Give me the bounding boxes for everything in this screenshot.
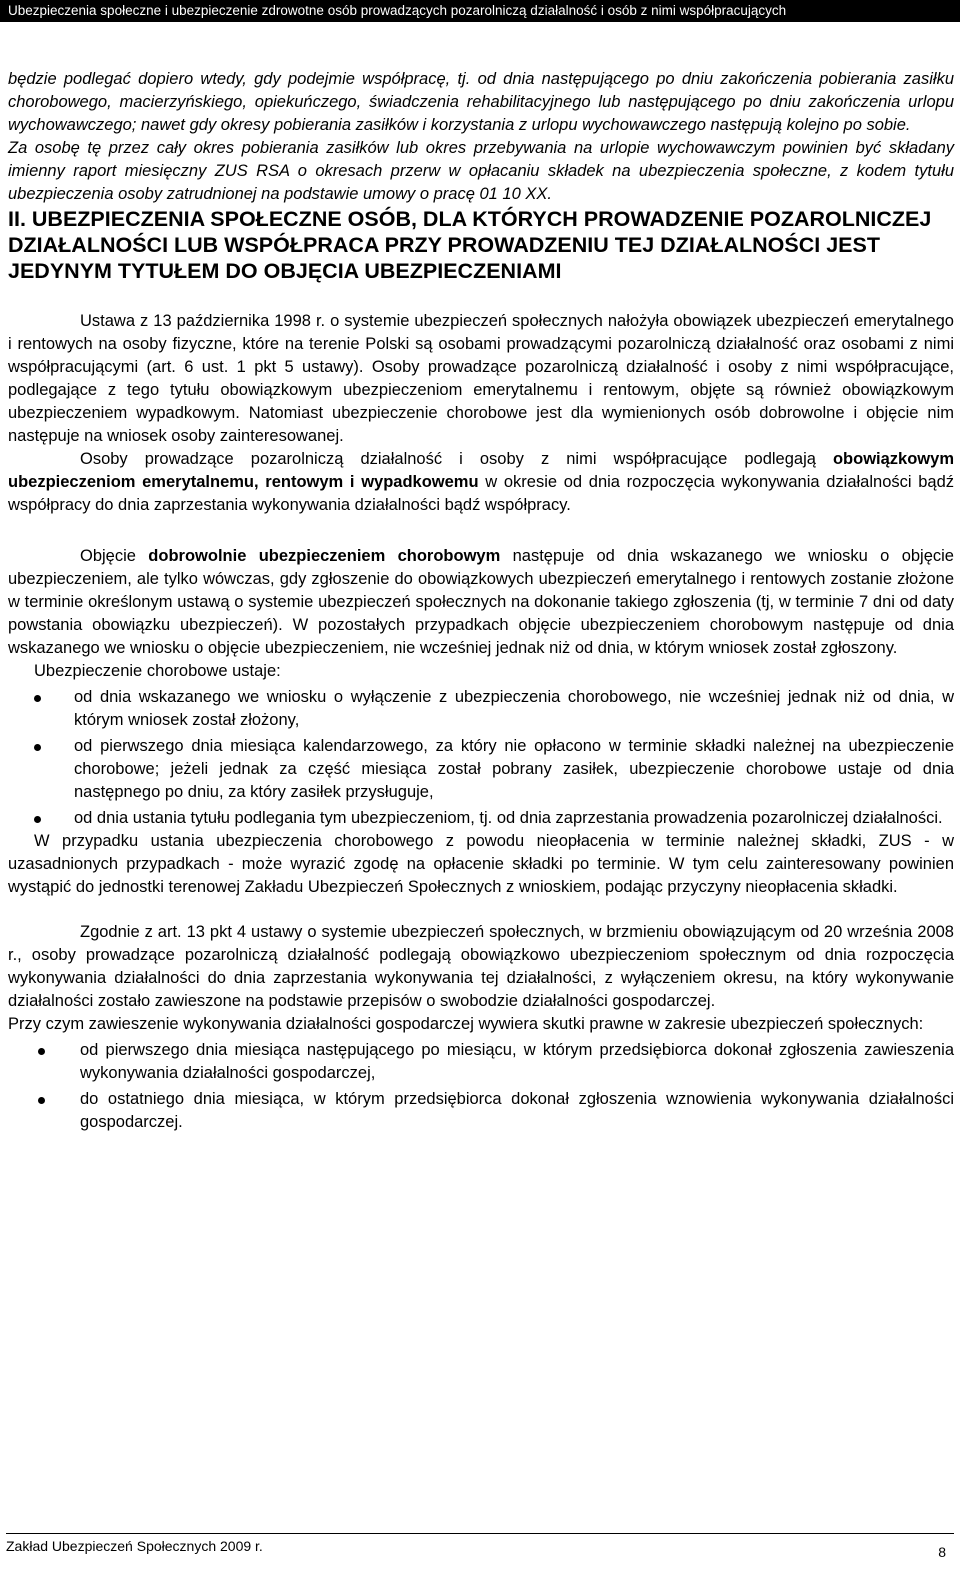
list-item: od pierwszego dnia miesiąca kalendarzowego, za który nie opłacono w terminie składki należnej na ubezpieczenie chorobowe; jeżeli jednak za część miesiąca został pobrany zasiłek, ubezpieczenie chorobowe ustaje od dnia następnego po dniu, za który zasiłek przysługuje,	[8, 735, 954, 804]
suspension-list	[8, 1039, 954, 1134]
paragraph-act-intro: Ustawa z 13 października 1998 r. o systemie ubezpieczeń społecznych nałożyła obowiązek ubezpieczeń emerytalnego i rentowych na osoby fizyczne, które na terenie Polski są osobami prowadzącymi pozarolniczą działalność oraz osobami z nimi współpracującymi (art. 6 ust. 1 pkt 5 ustawy). Osoby prowadzące pozarolniczą działalność i osoby z nimi współpracujące, podlegające z tego tytułu obowiązkowym ubezpieczeniom emerytalnemu i rentowym, objęte są również obowiązkowym ubezpieczeniem wypadkowym. Natomiast ubezpieczenie chorobowe jest dla wymienionych osób dobrowolne i objęcie nim następuje na wniosek osoby zainteresowanej.	[8, 312, 954, 445]
list-item: do ostatniego dnia miesiąca, w którym przedsiębiorca dokonał zgłoszenia wznowienia wykonywania działalności gospodarczej.	[8, 1088, 954, 1134]
paragraph-sickness-ends: Ubezpieczenie chorobowe ustaje:	[34, 662, 281, 680]
bullet-icon	[34, 816, 41, 823]
intro-block	[8, 68, 954, 206]
bullet-icon	[38, 1097, 45, 1104]
running-header: Ubezpieczenia społeczne i ubezpieczenie zdrowotne osób prowadzących pozarolniczą działalność i osób z nimi współpracujących	[0, 0, 960, 22]
intro-paragraph-2: Za osobę tę przez cały okres pobierania zasiłków lub okres przebywania na urlopie wychowawczym powinien być składany imienny raport miesięczny ZUS RSA o okresach przerw w opłacaniu składek na ubezpieczenia społeczne, z kodem tytułu ubezpieczenia osoby zatrudnionej na podstawie umowy o pracę 01 10 XX.	[8, 139, 954, 203]
bullet-icon	[34, 744, 41, 751]
footer-publisher: Zakład Ubezpieczeń Społecznych 2009 r.	[6, 1538, 263, 1554]
page-number: 8	[938, 1544, 946, 1560]
list-item: od pierwszego dnia miesiąca następującego po miesiącu, w którym przedsiębiorca dokonał zgłoszenia zawieszenia wykonywania działalności gospodarczej,	[8, 1039, 954, 1085]
bold-mandatory-insurances: obowiązkowym ubezpieczeniom emerytalnemu, rentowym i wypadkowemu	[8, 450, 954, 491]
paragraph-suspension: Przy czym zawieszenie wykonywania działalności gospodarczej wywiera skutki prawne w zakresie ubezpieczeń społecznych:	[8, 1015, 924, 1033]
bullet-icon	[38, 1048, 45, 1055]
paragraph-mandatory-insurance: Osoby prowadzące pozarolniczą działalność i osoby z nimi współpracujące podlegają obowiązkowym ubezpieczeniom emerytalnemu, rentowym i wypadkowemu w okresie od dnia rozpoczęcia wykonywania działalności bądź współpracy do dnia zaprzestania wykonywania działalności bądź współpracy.	[8, 450, 955, 514]
list-item: od dnia ustania tytułu podlegania tym ubezpieczeniom, tj. od dnia zaprzestania prowadzenia pozarolniczej działalności.	[8, 807, 954, 830]
document-body	[8, 68, 954, 1134]
section-heading: II. UBEZPIECZENIA SPOŁECZNE OSÓB, DLA KTÓRYCH PROWADZENIE POZAROLNICZEJ DZIAŁALNOŚCI LUB WSPÓŁPRACA PRZY PROWADZENIU TEJ DZIAŁALNOŚCI JEST JEDYNYM TYTUŁEM DO OBJĘCIA UBEZPIECZENIAMI	[8, 207, 932, 283]
bullet-icon	[34, 695, 41, 702]
bold-voluntary-sickness: dobrowolnie ubezpieczeniem chorobowym	[148, 547, 501, 565]
paragraph-voluntary-sickness: Objęcie dobrowolnie ubezpieczeniem chorobowym następuje od dnia wskazanego we wniosku o objęcie ubezpieczeniem, ale tylko wówczas, gdy zgłoszenie do obowiązkowych ubezpieczeń emerytalnego i rentowych zostanie złożone w terminie określonym ustawą o systemie ubezpieczeń społecznych na dokonanie takiego zgłoszenia (tj, w terminie 7 dni od daty powstania obowiązku ubezpieczeń). W pozostałych przypadkach objęcie ubezpieczeniem chorobowym następuje od dnia wskazanego we wniosku o objęcie ubezpieczeniem, nie wcześniej jednak niż od dnia, w którym wniosek został zgłoszony.	[8, 547, 954, 657]
intro-paragraph-1: będzie podlegać dopiero wtedy, gdy podejmie współpracę, tj. od dnia następującego po dniu zakończenia pobierania zasiłku chorobowego, macierzyńskiego, opiekuńczego, świadczenia rehabilitacyjnego lub następującego po dniu zakończenia urlopu wychowawczego; nawet gdy okresy pobierania zasiłków i korzystania z urlopu wychowawczego następują kolejno po sobie.	[8, 70, 954, 134]
paragraph-late-payment: W przypadku ustania ubezpieczenia chorobowego z powodu nieopłacenia w terminie należnej składki, ZUS - w uzasadnionych przypadkach - może wyrazić zgodę na opłacenie składki po terminie. W tym celu zainteresowany powinien wystąpić do jednostki terenowej Zakładu Ubezpieczeń Społecznych z wnioskiem, podając przyczyny nieopłacenia składki.	[8, 832, 954, 896]
list-item: od dnia wskazanego we wniosku o wyłączenie z ubezpieczenia chorobowego, nie wcześniej jednak niż od dnia, w którym wniosek został złożony,	[8, 686, 954, 732]
paragraph-article-13: Zgodnie z art. 13 pkt 4 ustawy o systemie ubezpieczeń społecznych, w brzmieniu obowiązującym od 20 września 2008 r., osoby prowadzące pozarolniczą działalność podlegają obowiązkowo ubezpieczeniom społecznym od dnia rozpoczęcia wykonywania działalności do dnia zaprzestania wykonywania tej działalności, z wyłączeniem okresu, na który wykonywanie działalności zostało zawieszone na podstawie przepisów o swobodzie działalności gospodarczej.	[8, 923, 954, 1010]
page-footer	[6, 1533, 954, 1560]
sickness-end-list	[8, 686, 954, 830]
